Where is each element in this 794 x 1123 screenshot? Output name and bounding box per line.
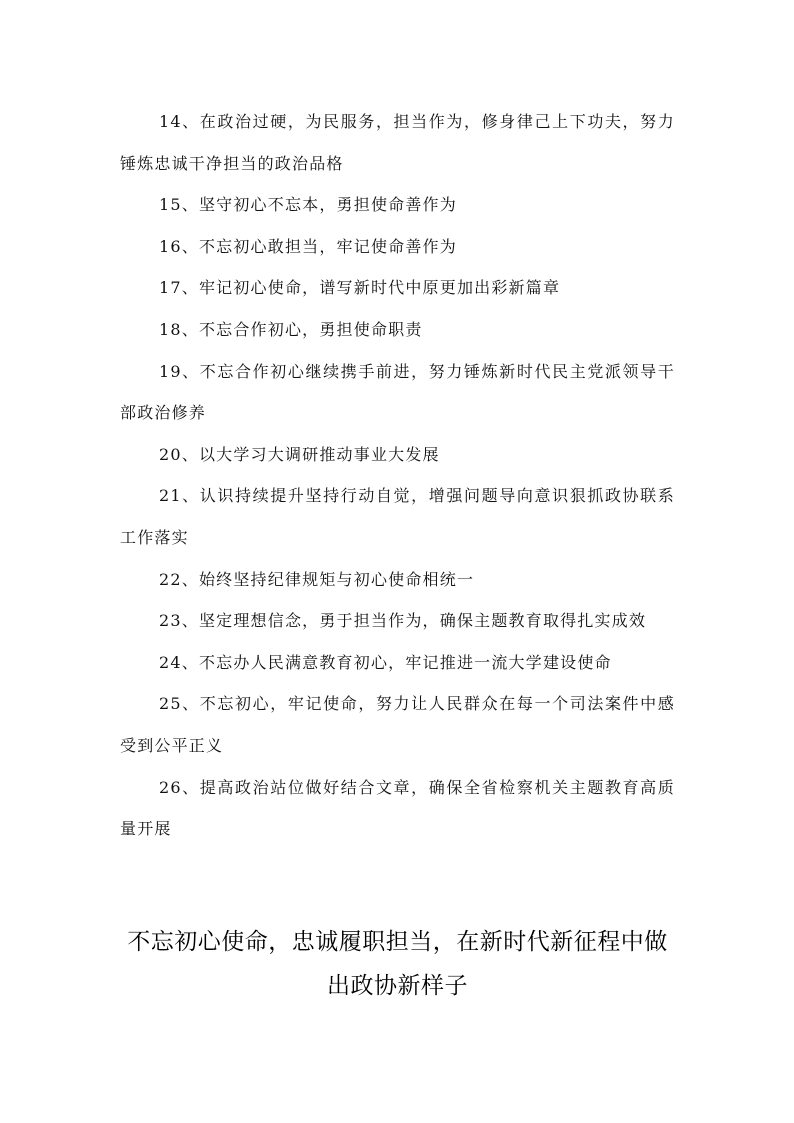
list-item: 26、提高政治站位做好结合文章，确保全省检察机关主题教育高质量开展 <box>120 777 675 839</box>
list-item: 18、不忘合作初心，勇担使命职责 <box>159 319 423 339</box>
list-item: 20、以大学习大调研推动事业大发展 <box>159 444 440 464</box>
list-item: 24、不忘办人民满意教育初心，牢记推进一流大学建设使命 <box>159 652 612 672</box>
list-item: 21、认识持续提升坚持行动自觉，增强问题导向意识狠抓政协联系工作落实 <box>120 486 675 547</box>
list-item: 14、在政治过硬，为民服务，担当作为，修身律己上下功夫，努力锤炼忠诚干净担当的政治品格 <box>120 112 675 173</box>
title-list <box>120 101 675 850</box>
list-item: 23、坚定理想信念，勇于担当作为，确保主题教育取得扎实成效 <box>159 611 647 631</box>
section-heading: 不忘初心使命，忠诚履职担当，在新时代新征程中做出政协新样子 <box>127 929 668 999</box>
list-item: 25、不忘初心，牢记使命，努力让人民群众在每一个司法案件中感受到公平正义 <box>120 694 675 755</box>
list-item: 15、坚守初心不忘本，勇担使命善作为 <box>159 195 457 215</box>
list-item: 19、不忘合作初心继续携手前进，努力锤炼新时代民主党派领导干部政治修养 <box>120 361 675 423</box>
list-item: 16、不忘初心敢担当，牢记使命善作为 <box>159 236 457 256</box>
list-item: 22、始终坚持纪律规矩与初心使命相统一 <box>159 569 475 589</box>
list-item: 17、牢记初心使命，谱写新时代中原更加出彩新篇章 <box>159 278 561 298</box>
